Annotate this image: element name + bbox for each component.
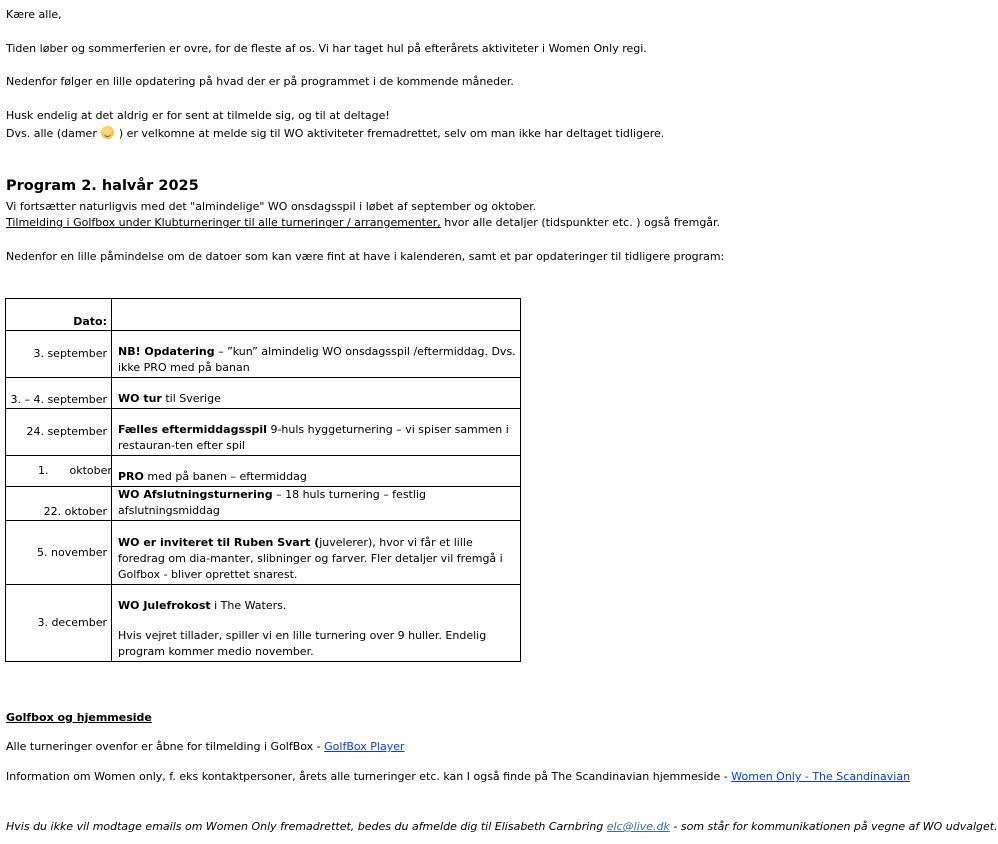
table-header-row — [6, 299, 521, 331]
row-desc — [112, 409, 521, 456]
row-bold: NB! Opdatering — [118, 345, 215, 358]
table-row — [6, 521, 521, 585]
footer-before: Hvis du ikke vil modtage emails om Women Only fremadrettet, bedes du afmelde dig til Elisabeth Carnbring — [6, 820, 607, 833]
header-date: Dato: — [6, 299, 112, 331]
women-only-link[interactable]: Women Only - The Scandinavian — [731, 770, 911, 783]
intro-line-4 — [6, 126, 664, 141]
greeting: Kære alle, — [6, 8, 62, 21]
row-desc — [112, 331, 521, 378]
intro-line-1: Tiden løber og sommerferien er ovre, for de fleste af os. Vi har taget hul på efterårets aktiviteter i Women Only regi. — [6, 42, 647, 55]
row-text: til Sverige — [161, 392, 221, 405]
row-desc — [112, 521, 521, 585]
table-row — [6, 585, 521, 662]
intro-line-2: Nedenfor følger en lille opdatering på hvad der er på programmet i de kommende måneder. — [6, 75, 514, 88]
intro-line-4-after: ) er velkomne at melde sig til WO aktiviteter fremadrettet, selv om man ikke har deltaget tidligere. — [115, 127, 665, 140]
table-row — [6, 378, 521, 409]
footer-note — [6, 819, 998, 834]
row-date: 5. november — [6, 521, 112, 585]
row-date: 22. oktober — [6, 487, 112, 521]
row-text: i The Waters. — [210, 599, 287, 612]
footer-after: - som står for kommunikationen på vegne af WO udvalget. — [669, 820, 998, 833]
intro-line-3: Husk endelig at det aldrig er for sent at tilmelde sig, og til at deltage! — [6, 109, 390, 122]
program-table — [5, 298, 521, 662]
row-text: – 18 huls turnering – festlig afslutningsmiddag — [118, 488, 426, 517]
row-bold: WO Afslutningsturnering — [118, 488, 273, 501]
row-text: med på banen – eftermiddag — [143, 470, 307, 483]
table-row — [6, 331, 521, 378]
smiley-icon — [101, 126, 114, 139]
table-row — [6, 456, 521, 487]
intro-line-4-before: Dvs. alle (damer — [6, 127, 101, 140]
row-desc — [112, 378, 521, 409]
row-bold: PRO — [118, 470, 144, 483]
program-line-2-underlined: Tilmelding i Golfbox under Klubturneringer til alle turneringer / arrangementer, — [6, 216, 441, 229]
table-row — [6, 487, 521, 521]
golfbox-player-link[interactable]: GolfBox Player — [324, 740, 405, 753]
row-bold: WO tur — [118, 392, 162, 405]
golfbox-line-2-text: Information om Women only, f. eks kontaktpersoner, årets alle turneringer etc. kan I også finde på The Scandinavian hjemmeside - — [6, 770, 732, 783]
row-text: 9-huls hyggeturnering – vi spiser sammen i restauran-ten efter spil — [118, 423, 509, 452]
golfbox-line-2 — [6, 769, 910, 784]
row-date: 3. – 4. september — [6, 378, 112, 409]
program-line-2 — [6, 215, 720, 230]
row-desc — [112, 585, 521, 662]
row-desc — [112, 456, 521, 487]
row-bold: WO er inviteret til Ruben Svart ( — [118, 536, 320, 549]
program-line-1: Vi fortsætter naturligvis med det "almindelige" WO onsdagsspil i løbet af september og oktober. — [6, 200, 537, 213]
email-link[interactable]: elc@live.dk — [606, 820, 670, 833]
row-text: juvelerer), hvor vi får et lille foredrag om dia-manter, slibninger og farver. Fler detaljer vil fremgå i Golfbox - bliver oprettet snarest. — [118, 536, 503, 581]
row-desc — [112, 487, 521, 521]
header-desc — [112, 299, 521, 331]
program-line-2-rest: hvor alle detaljer (tidspunkter etc. ) også fremgår. — [440, 216, 721, 229]
golfbox-heading: Golfbox og hjemmeside — [6, 711, 152, 724]
program-title: Program 2. halvår 2025 — [6, 178, 199, 194]
table-row — [6, 409, 521, 456]
row-extra: Hvis vejret tillader, spiller vi en lille turnering over 9 huller. Endelig program kommer medio november. — [118, 629, 487, 658]
row-date: 1. oktober — [6, 456, 112, 487]
row-date: 3. september — [6, 331, 112, 378]
golfbox-line-1 — [6, 739, 405, 754]
golfbox-line-1-text: Alle turneringer ovenfor er åbne for tilmelding i GolfBox - — [6, 740, 325, 753]
row-bold: WO Julefrokost — [118, 599, 211, 612]
row-text: – ”kun” almindelig WO onsdagsspil /eftermiddag. Dvs. ikke PRO med på banan — [118, 345, 516, 374]
program-line-3: Nedenfor en lille påmindelse om de datoer som kan være fint at have i kalenderen, samt et par opdateringer til tidligere program: — [6, 250, 725, 263]
row-bold: Fælles eftermiddagsspil — [118, 423, 267, 436]
row-date: 24. september — [6, 409, 112, 456]
row-date: 3. december — [6, 585, 112, 662]
